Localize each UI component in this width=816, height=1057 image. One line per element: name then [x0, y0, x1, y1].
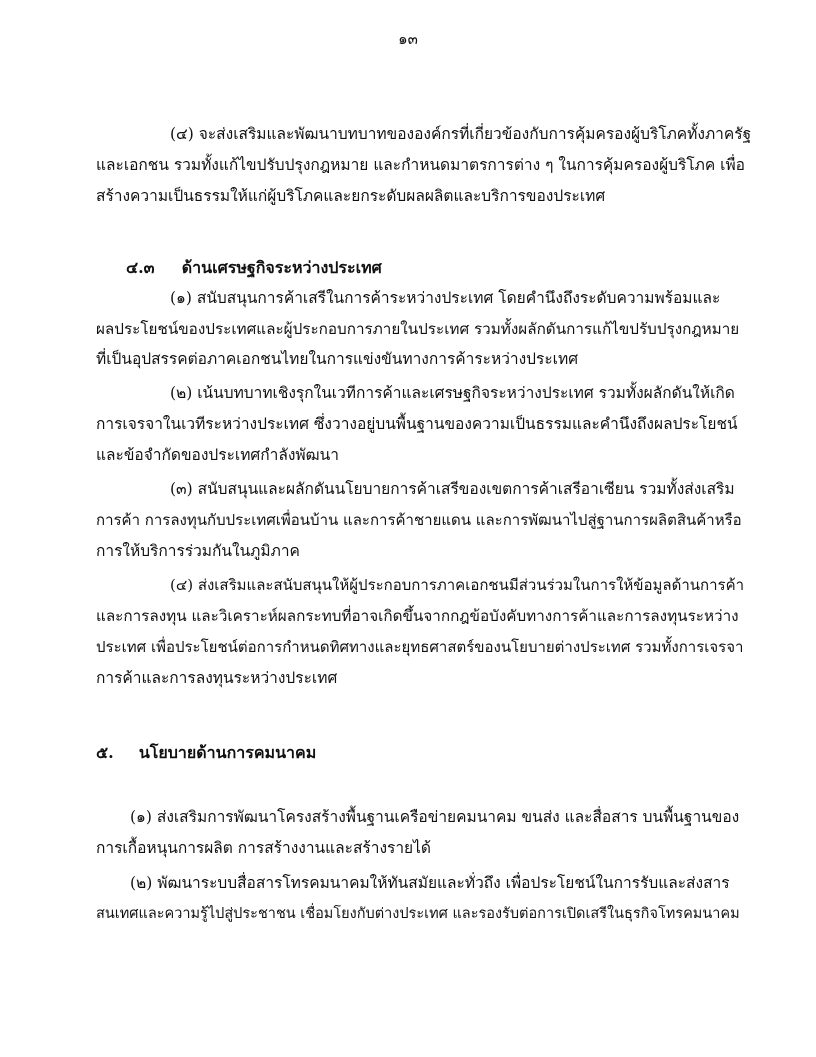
list-item-line: การค้าและการลงทุนระหว่างประเทศ: [96, 669, 338, 687]
section-heading-4-3: [126, 260, 382, 276]
list-item-line: ที่เป็นอุปสรรคต่อภาคเอกชนไทยในการแข่งขันทางการค้าระหว่างประเทศ: [96, 350, 579, 368]
page-number: ๑๓: [398, 30, 418, 48]
list-item-line: (๑) สนับสนุนการค้าเสรีในการค้าระหว่างประเทศ โดยคำนึงถึงระดับความพร้อมและ: [170, 289, 721, 307]
list-item-line: สนเทศและความรู้ไปสู่ประชาชน เชื่อมโยงกับต่างประเทศ และรองรับต่อการเปิดเสรีในธุรกิจโทรคมนาคม: [96, 906, 740, 922]
paragraph-line: สร้างความเป็นธรรมให้แก่ผู้บริโภคและยกระดับผลผลิตและบริการของประเทศ: [96, 187, 606, 205]
list-item-line: การให้บริการร่วมกันในภูมิภาค: [96, 542, 300, 560]
list-item-line: (๔) ส่งเสริมและสนับสนุนให้ผู้ประกอบการภาคเอกชนมีส่วนร่วมในการให้ข้อมูลด้านการค้า: [170, 576, 745, 594]
section-number: ๕.: [96, 743, 114, 762]
section-number: ๔.๓: [126, 258, 155, 277]
paragraph-line: (๔) จะส่งเสริมและพัฒนาบทบาทขององค์กรที่เกี่ยวข้องกับการคุ้มครองผู้บริโภคทั้งภาครัฐ: [170, 125, 752, 143]
list-item-line: ประเทศ เพื่อประโยชน์ต่อการกำหนดทิศทางและยุทธศาสตร์ของนโยบายต่างประเทศ รวมทั้งการเจรจา: [96, 638, 744, 656]
list-item-line: ผลประโยชน์ของประเทศและผู้ประกอบการภายในประเทศ รวมทั้งผลักดันการแก้ไขปรับปรุงกฎหมาย: [96, 320, 740, 338]
list-item-line: และข้อจำกัดของประเทศกำลังพัฒนา: [96, 446, 339, 464]
list-item-line: การเกื้อหนุนการผลิต การสร้างงานและสร้างรายได้: [96, 839, 431, 857]
list-item-line: และการลงทุน และวิเคราะห์ผลกระทบที่อาจเกิดขึ้นจากกฎข้อบังคับทางการค้าและการลงทุนระหว่าง: [96, 607, 739, 625]
section-heading-5: [96, 745, 316, 761]
list-item-line: การค้า การลงทุนกับประเทศเพื่อนบ้าน และการค้าชายแดน และการพัฒนาไปสู่ฐานการผลิตสินค้าหรือ: [96, 511, 742, 529]
list-item-line: การเจรจาในเวทีระหว่างประเทศ ซึ่งวางอยู่บนพื้นฐานของความเป็นธรรมและคำนึงถึงผลประโยชน์: [96, 415, 738, 433]
section-title: ด้านเศรษฐกิจระหว่างประเทศ: [181, 258, 382, 277]
section-title: นโยบายด้านการคมนาคม: [138, 743, 317, 762]
list-item-line: (๒) เน้นบทบาทเชิงรุกในเวทีการค้าและเศรษฐกิจระหว่างประเทศ รวมทั้งผลักดันให้เกิด: [170, 384, 735, 402]
list-item-line: (๒) พัฒนาระบบสื่อสารโทรคมนาคมให้ทันสมัยและทั่วถึง เพื่อประโยชน์ในการรับและส่งสาร: [130, 874, 730, 892]
paragraph-line: และเอกชน รวมทั้งแก้ไขปรับปรุงกฎหมาย และกำหนดมาตรการต่าง ๆ ในการคุ้มครองผู้บริโภค เพื่อ: [96, 156, 745, 174]
list-item-line: (๑) ส่งเสริมการพัฒนาโครงสร้างพื้นฐานเครือข่ายคมนาคม ขนส่ง และสื่อสาร บนพื้นฐานของ: [130, 808, 740, 826]
list-item-line: (๓) สนับสนุนและผลักดันนโยบายการค้าเสรีของเขตการค้าเสรีอาเซียน รวมทั้งส่งเสริม: [170, 480, 735, 498]
